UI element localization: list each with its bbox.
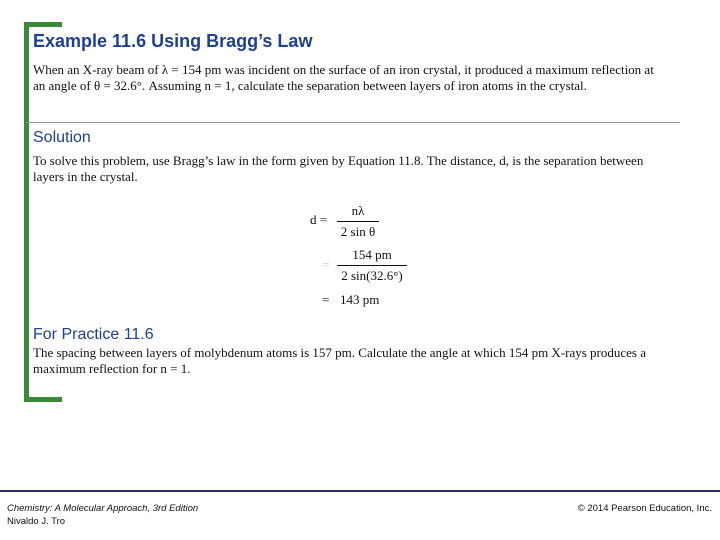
equation-result: 143 pm (340, 292, 380, 307)
fraction-substituted-numerator: 154 pm (352, 247, 392, 262)
section-divider (26, 122, 680, 123)
practice-text: The spacing between layers of molybdenum atoms is 157 pm. Calculate the angle at which 154 pm X-rays produces a maximum reflection for n = 1. (33, 345, 646, 376)
fraction-general-denominator: 2 sin θ (340, 224, 376, 239)
fraction-general-numerator: nλ (351, 203, 365, 218)
footer-divider (0, 490, 720, 492)
solution-heading: Solution (33, 129, 91, 146)
practice-heading: For Practice 11.6 (33, 326, 154, 343)
problem-text: When an X-ray beam of λ = 154 pm was incident on the surface of an iron crystal, it produced a maximum reflection at an angle of θ = 32.6°. Assuming n = 1, calculate the separation between layers of iron atoms in the crystal. (33, 62, 654, 93)
equation-equals-2: = (322, 257, 330, 272)
equation-equals-3: = (322, 292, 330, 307)
left-bracket (24, 22, 29, 402)
bracket-top-arm (24, 22, 62, 27)
solution-text: To solve this problem, use Bragg’s law in the form given by Equation 11.8. The distance, d, is the separation between layers in the crystal. (33, 153, 644, 184)
fraction-substituted (337, 247, 407, 284)
equation-lhs: d = (310, 212, 328, 227)
example-title: Example 11.6 Using Bragg’s Law (33, 31, 313, 51)
footer-author: Nivaldo J. Tro (7, 516, 66, 527)
footer-copyright: © 2014 Pearson Education, Inc. (577, 503, 712, 514)
fraction-general (337, 203, 379, 240)
fraction-substituted-denominator: 2 sin(32.6°) (341, 268, 403, 283)
footer-book-title: Chemistry: A Molecular Approach, 3rd Edition (7, 503, 199, 514)
bracket-bottom-arm (24, 397, 62, 402)
